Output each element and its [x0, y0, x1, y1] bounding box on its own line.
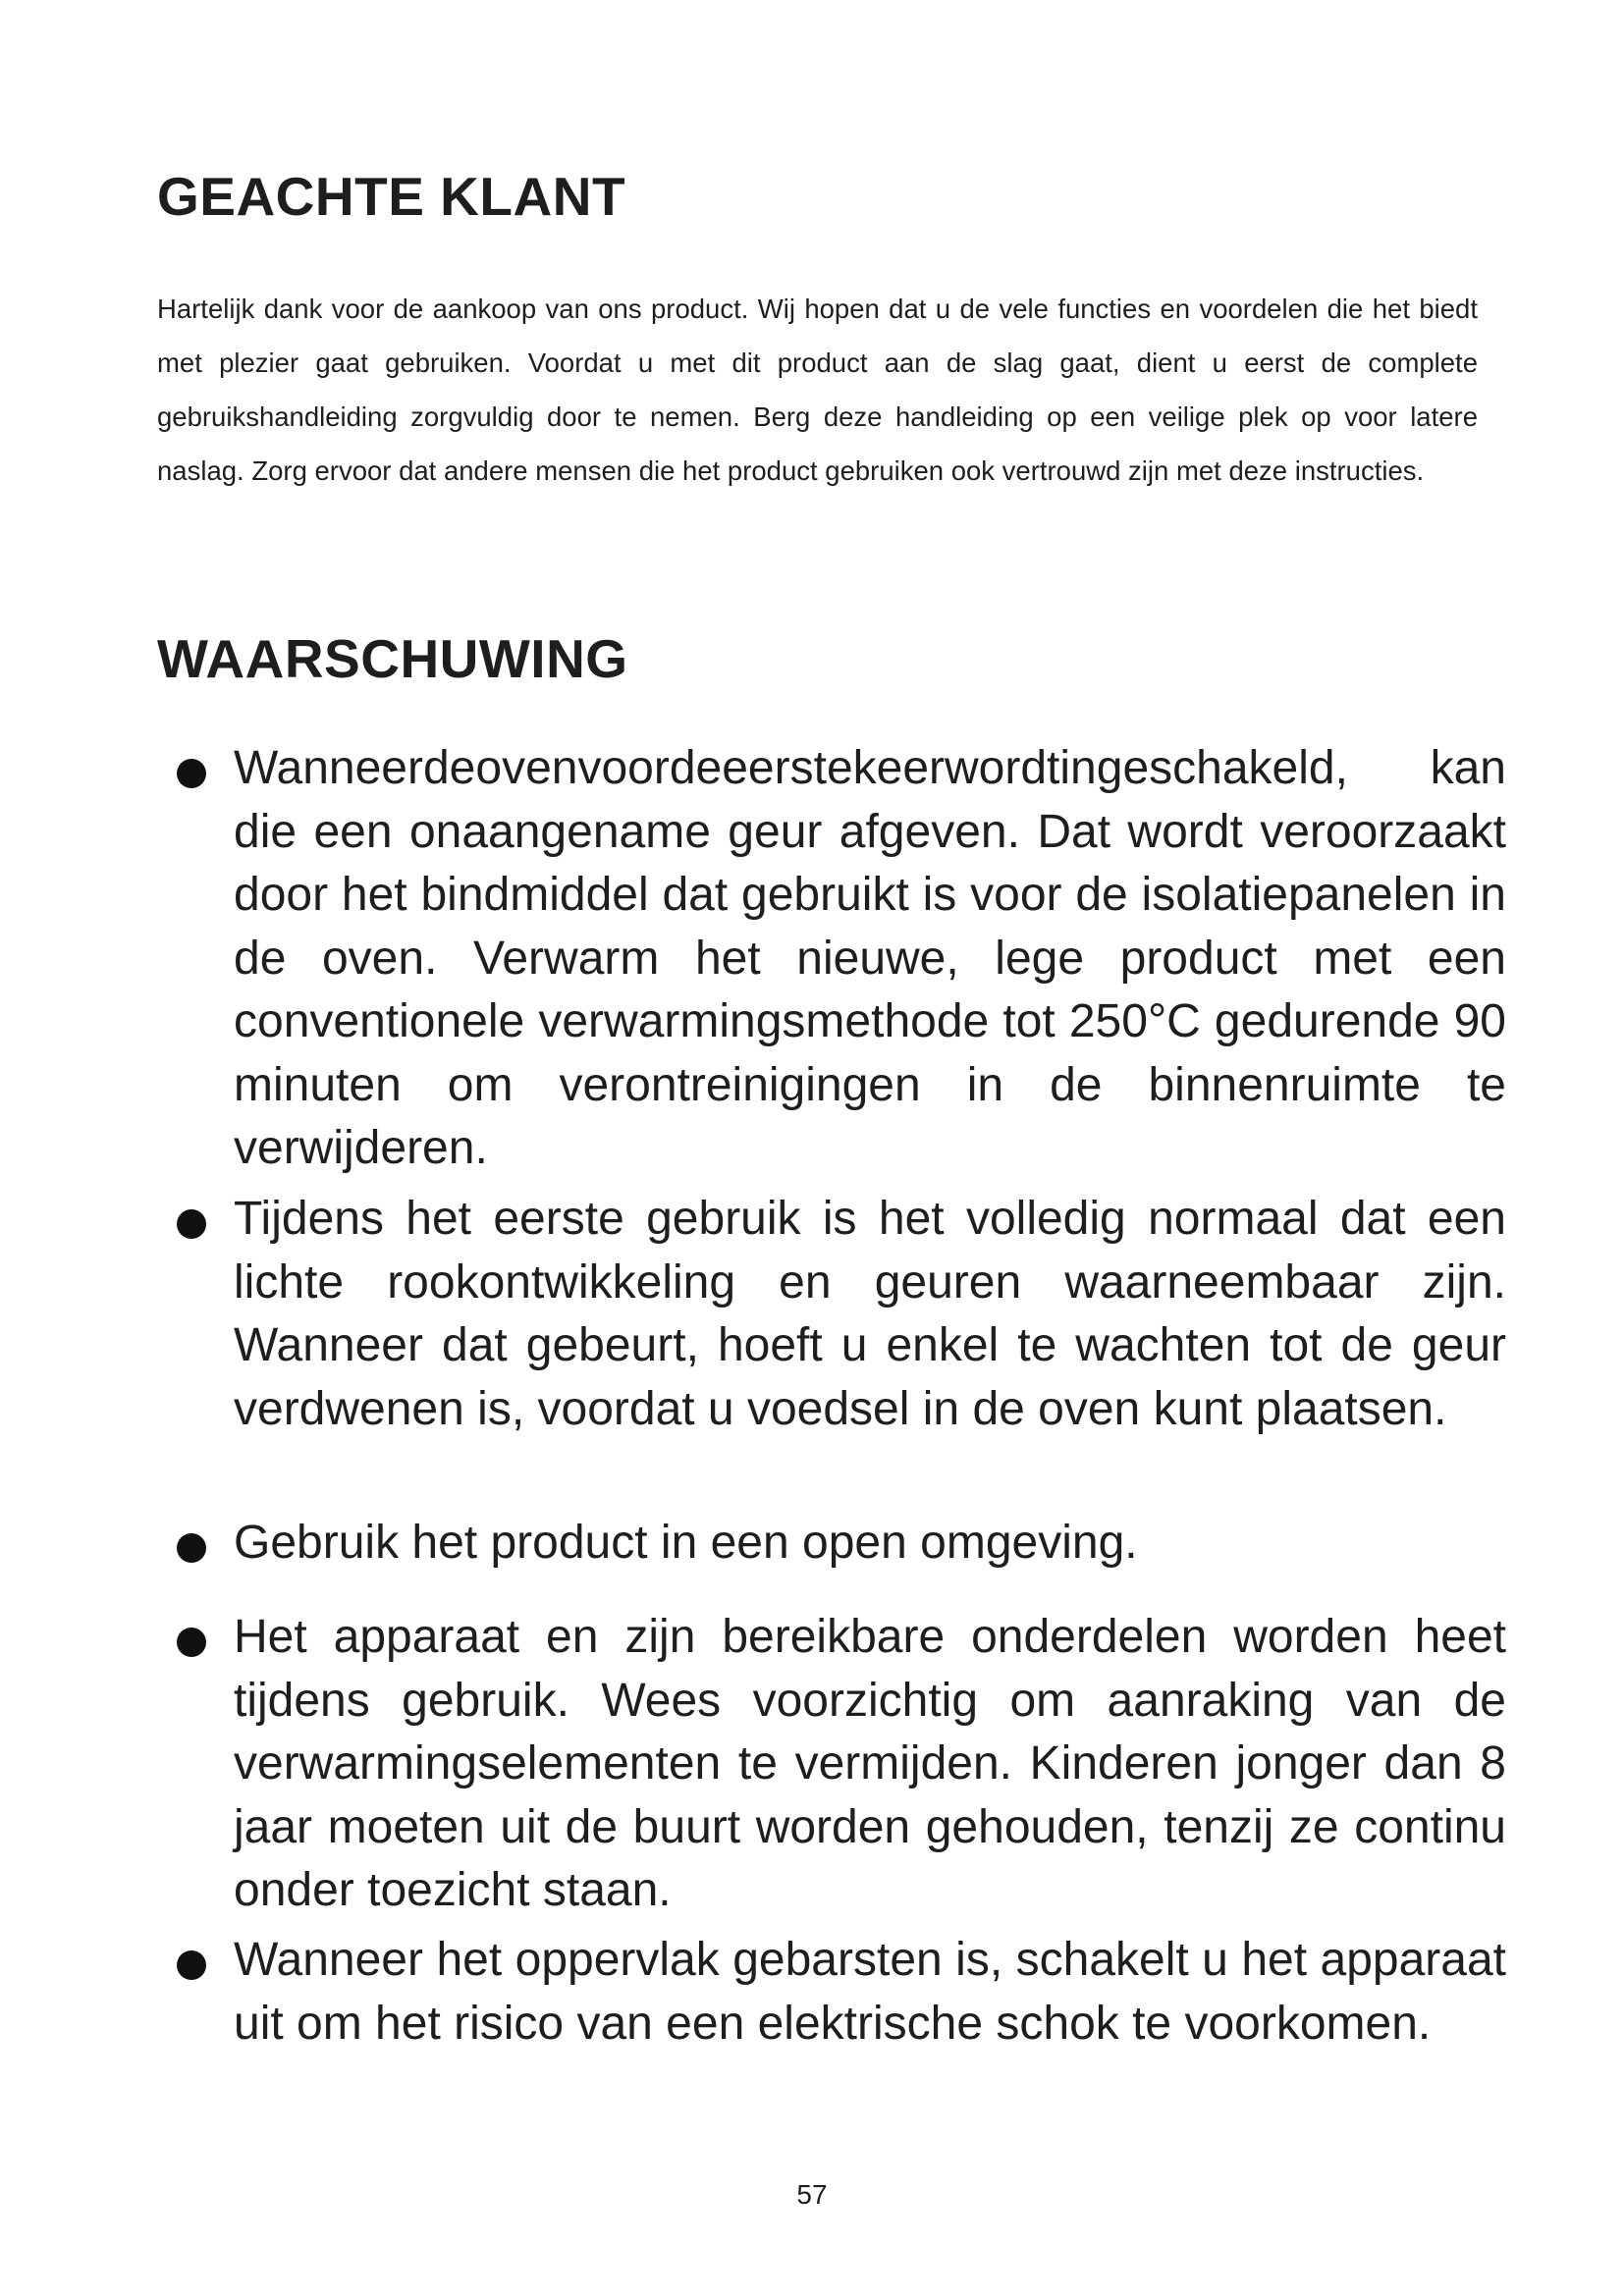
warning-item: Gebruik het product in een open omgeving.	[234, 1517, 1138, 1569]
greeting-heading: GEACHTE KLANT	[157, 166, 626, 227]
bullet-icon	[177, 1209, 206, 1239]
bullet-icon	[177, 759, 206, 788]
warning-item: Het apparaat en zijn bereikbare onderdelen worden heet tijdens gebruik. Wees voorzichtig om aanraking van de verwarmingselementen te vermijden. Kinderen jonger dan 8 jaar moeten uit de buurt worden gehouden, tenzij ze continu onder toezicht staan.	[234, 1611, 1506, 1916]
warning-item: Wanneerdeovenvoordeeerstekeerwordtingeschakeld, kan die een onaangename geur afgeven. Dat wordt veroorzaakt door het bindmiddel dat gebruikt is voor de isolatiepanelen in de oven. Verwarm het nieuwe, lege product met een conventionele verwarmingsmethode tot 250°C gedurende 90 minuten om verontreinigingen in de binnenruimte te verwijderen.	[234, 742, 1506, 1174]
warning-item: Wanneer het oppervlak gebarsten is, schakelt u het apparaat uit om het risico van een elektrische schok te voorkomen.	[234, 1934, 1506, 2050]
bullet-icon	[177, 1628, 206, 1657]
page-number: 57	[796, 2179, 828, 2210]
bullet-icon	[177, 1533, 206, 1563]
bullet-icon	[177, 1950, 206, 1980]
warning-item: Tijdens het eerste gebruik is het volledig normaal dat een lichte rookontwikkeling en geuren waarneembaar zijn. Wanneer dat gebeurt, hoeft u enkel te wachten tot de geur verdwenen is, voordat u voedsel in de oven kunt plaatsen.	[234, 1193, 1506, 1435]
warning-heading: WAARSCHUWING	[157, 628, 628, 689]
greeting-paragraph: Hartelijk dank voor de aankoop van ons product. Wij hopen dat u de vele functies en voordelen die het biedt met plezier gaat gebruiken. Voordat u met dit product aan de slag gaat, dient u eerst de complete gebruikshandleiding zorgvuldig door te nemen. Berg deze handleiding op een veilige plek op voor latere naslag. Zorg ervoor dat andere mensen die het product gebruiken ook vertrouwd zijn met deze instructies.	[157, 294, 1478, 486]
